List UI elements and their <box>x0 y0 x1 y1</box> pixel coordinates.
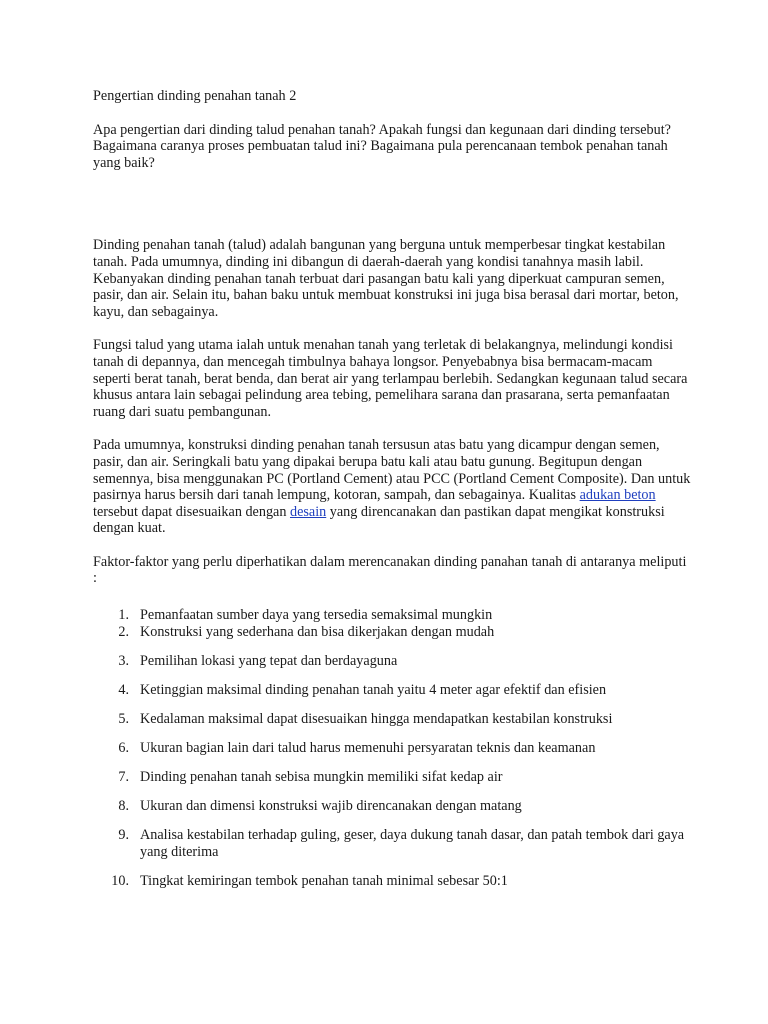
list-item <box>93 653 693 670</box>
document-title: Pengertian dinding penahan tanah 2 <box>93 88 297 104</box>
list-item-number: 6. <box>118 740 129 757</box>
list-item <box>93 682 693 699</box>
factors-list <box>93 607 693 890</box>
list-item-number: 1. <box>118 607 129 624</box>
list-item-text: Tingkat kemiringan tembok penahan tanah minimal sebesar 50:1 <box>140 873 508 889</box>
definition-paragraph: Dinding penahan tanah (talud) adalah bangunan yang berguna untuk memperbesar tingkat kestabilan tanah. Pada umumnya, dinding ini dibangun di daerah-daerah yang kondisi tanahnya masih labil. Kebanyakan dinding penahan tanah terbuat dari pasangan batu kali yang diperkuat campuran semen, pasir, dan air. Selain itu, bahan baku untuk membuat konstruksi ini juga bisa berasal dari mortar, beton, kayu, dan sebagainya. <box>93 237 679 320</box>
function-paragraph: Fungsi talud yang utama ialah untuk menahan tanah yang terletak di belakangnya, melindungi kondisi tanah di depannya, dan mencegah timbulnya bahaya longsor. Penyebabnya bisa bermacam-macam seperti berat tanah, berat benda, dan berat air yang terlampau berlebih. Sedangkan kegunaan talud secara khusus antara lain sebagai pelindung area tebing, pemelihara sarana dan prasarana, serta pemanfaatan ruang dari suatu pembangunan. <box>93 337 688 420</box>
list-item-number: 8. <box>118 798 129 815</box>
construction-paragraph <box>93 437 693 537</box>
list-item-number: 7. <box>118 769 129 786</box>
list-item-text: Pemanfaatan sumber daya yang tersedia semaksimal mungkin <box>140 607 493 624</box>
list-item-text: Ukuran dan dimensi konstruksi wajib direncanakan dengan matang <box>140 798 522 815</box>
construction-text-3: yang direncanakan dan pastikan dapat mengikat konstruksi dengan kuat. <box>93 503 665 537</box>
intro-paragraph: Apa pengertian dari dinding talud penahan tanah? Apakah fungsi dan kegunaan dari dinding tersebut? Bagaimana caranya proses pembuatan talud ini? Bagaimana pula perencanaan tembok penahan tanah yang baik? <box>93 121 671 171</box>
list-item <box>93 624 693 641</box>
list-item-text: Ukuran bagian lain dari talud harus memenuhi persyaratan teknis dan keamanan <box>140 740 596 757</box>
list-item <box>93 740 693 757</box>
list-item-text: Analisa kestabilan terhadap guling, geser, daya dukung tanah dasar, dan patah tembok dari gaya yang diterima <box>140 827 685 860</box>
list-item-number: 10. <box>111 873 129 889</box>
list-item <box>93 798 693 815</box>
list-item <box>93 873 693 890</box>
list-item-text: Kedalaman maksimal dapat disesuaikan hingga mendapatkan kestabilan konstruksi <box>140 710 613 727</box>
adukan-beton-link[interactable]: adukan beton <box>579 487 656 504</box>
list-item-number: 5. <box>118 710 129 727</box>
list-item <box>93 827 693 860</box>
list-item <box>93 711 693 728</box>
list-item-number: 4. <box>118 681 129 698</box>
factors-intro-paragraph: Faktor-faktor yang perlu diperhatikan dalam merencanakan dinding panahan tanah di antaranya meliputi : <box>93 553 687 587</box>
list-item-text: Ketinggian maksimal dinding penahan tanah yaitu 4 meter agar efektif dan efisien <box>140 681 607 698</box>
list-item <box>93 769 693 786</box>
list-item-number: 9. <box>118 827 129 844</box>
construction-text-2: tersebut dapat disesuaikan dengan <box>93 503 290 520</box>
desain-link[interactable]: desain <box>289 503 327 520</box>
list-item-text: Pemilihan lokasi yang tepat dan berdayaguna <box>140 652 398 669</box>
list-item-text: Konstruksi yang sederhana dan bisa dikerjakan dengan mudah <box>140 623 495 640</box>
list-item-number: 2. <box>118 623 129 640</box>
document-page <box>93 88 693 890</box>
list-item <box>93 607 693 624</box>
construction-text-1: Pada umumnya, konstruksi dinding penahan tanah tersusun atas batu yang dicampur dengan semen, pasir, dan air. Seringkali batu yang dipakai berupa batu kali atau batu gunung. Begitupun dengan semennya, bisa menggunakan PC (Portland Cement) atau PCC (Portland Cement Composite). Dan untuk pasirnya harus bersih dari tanah lempung, kotoran, sampah, dan sebagainya. Kualitas <box>93 437 691 504</box>
list-item-text: Dinding penahan tanah sebisa mungkin memiliki sifat kedap air <box>140 769 503 786</box>
list-item-number: 3. <box>118 652 129 669</box>
